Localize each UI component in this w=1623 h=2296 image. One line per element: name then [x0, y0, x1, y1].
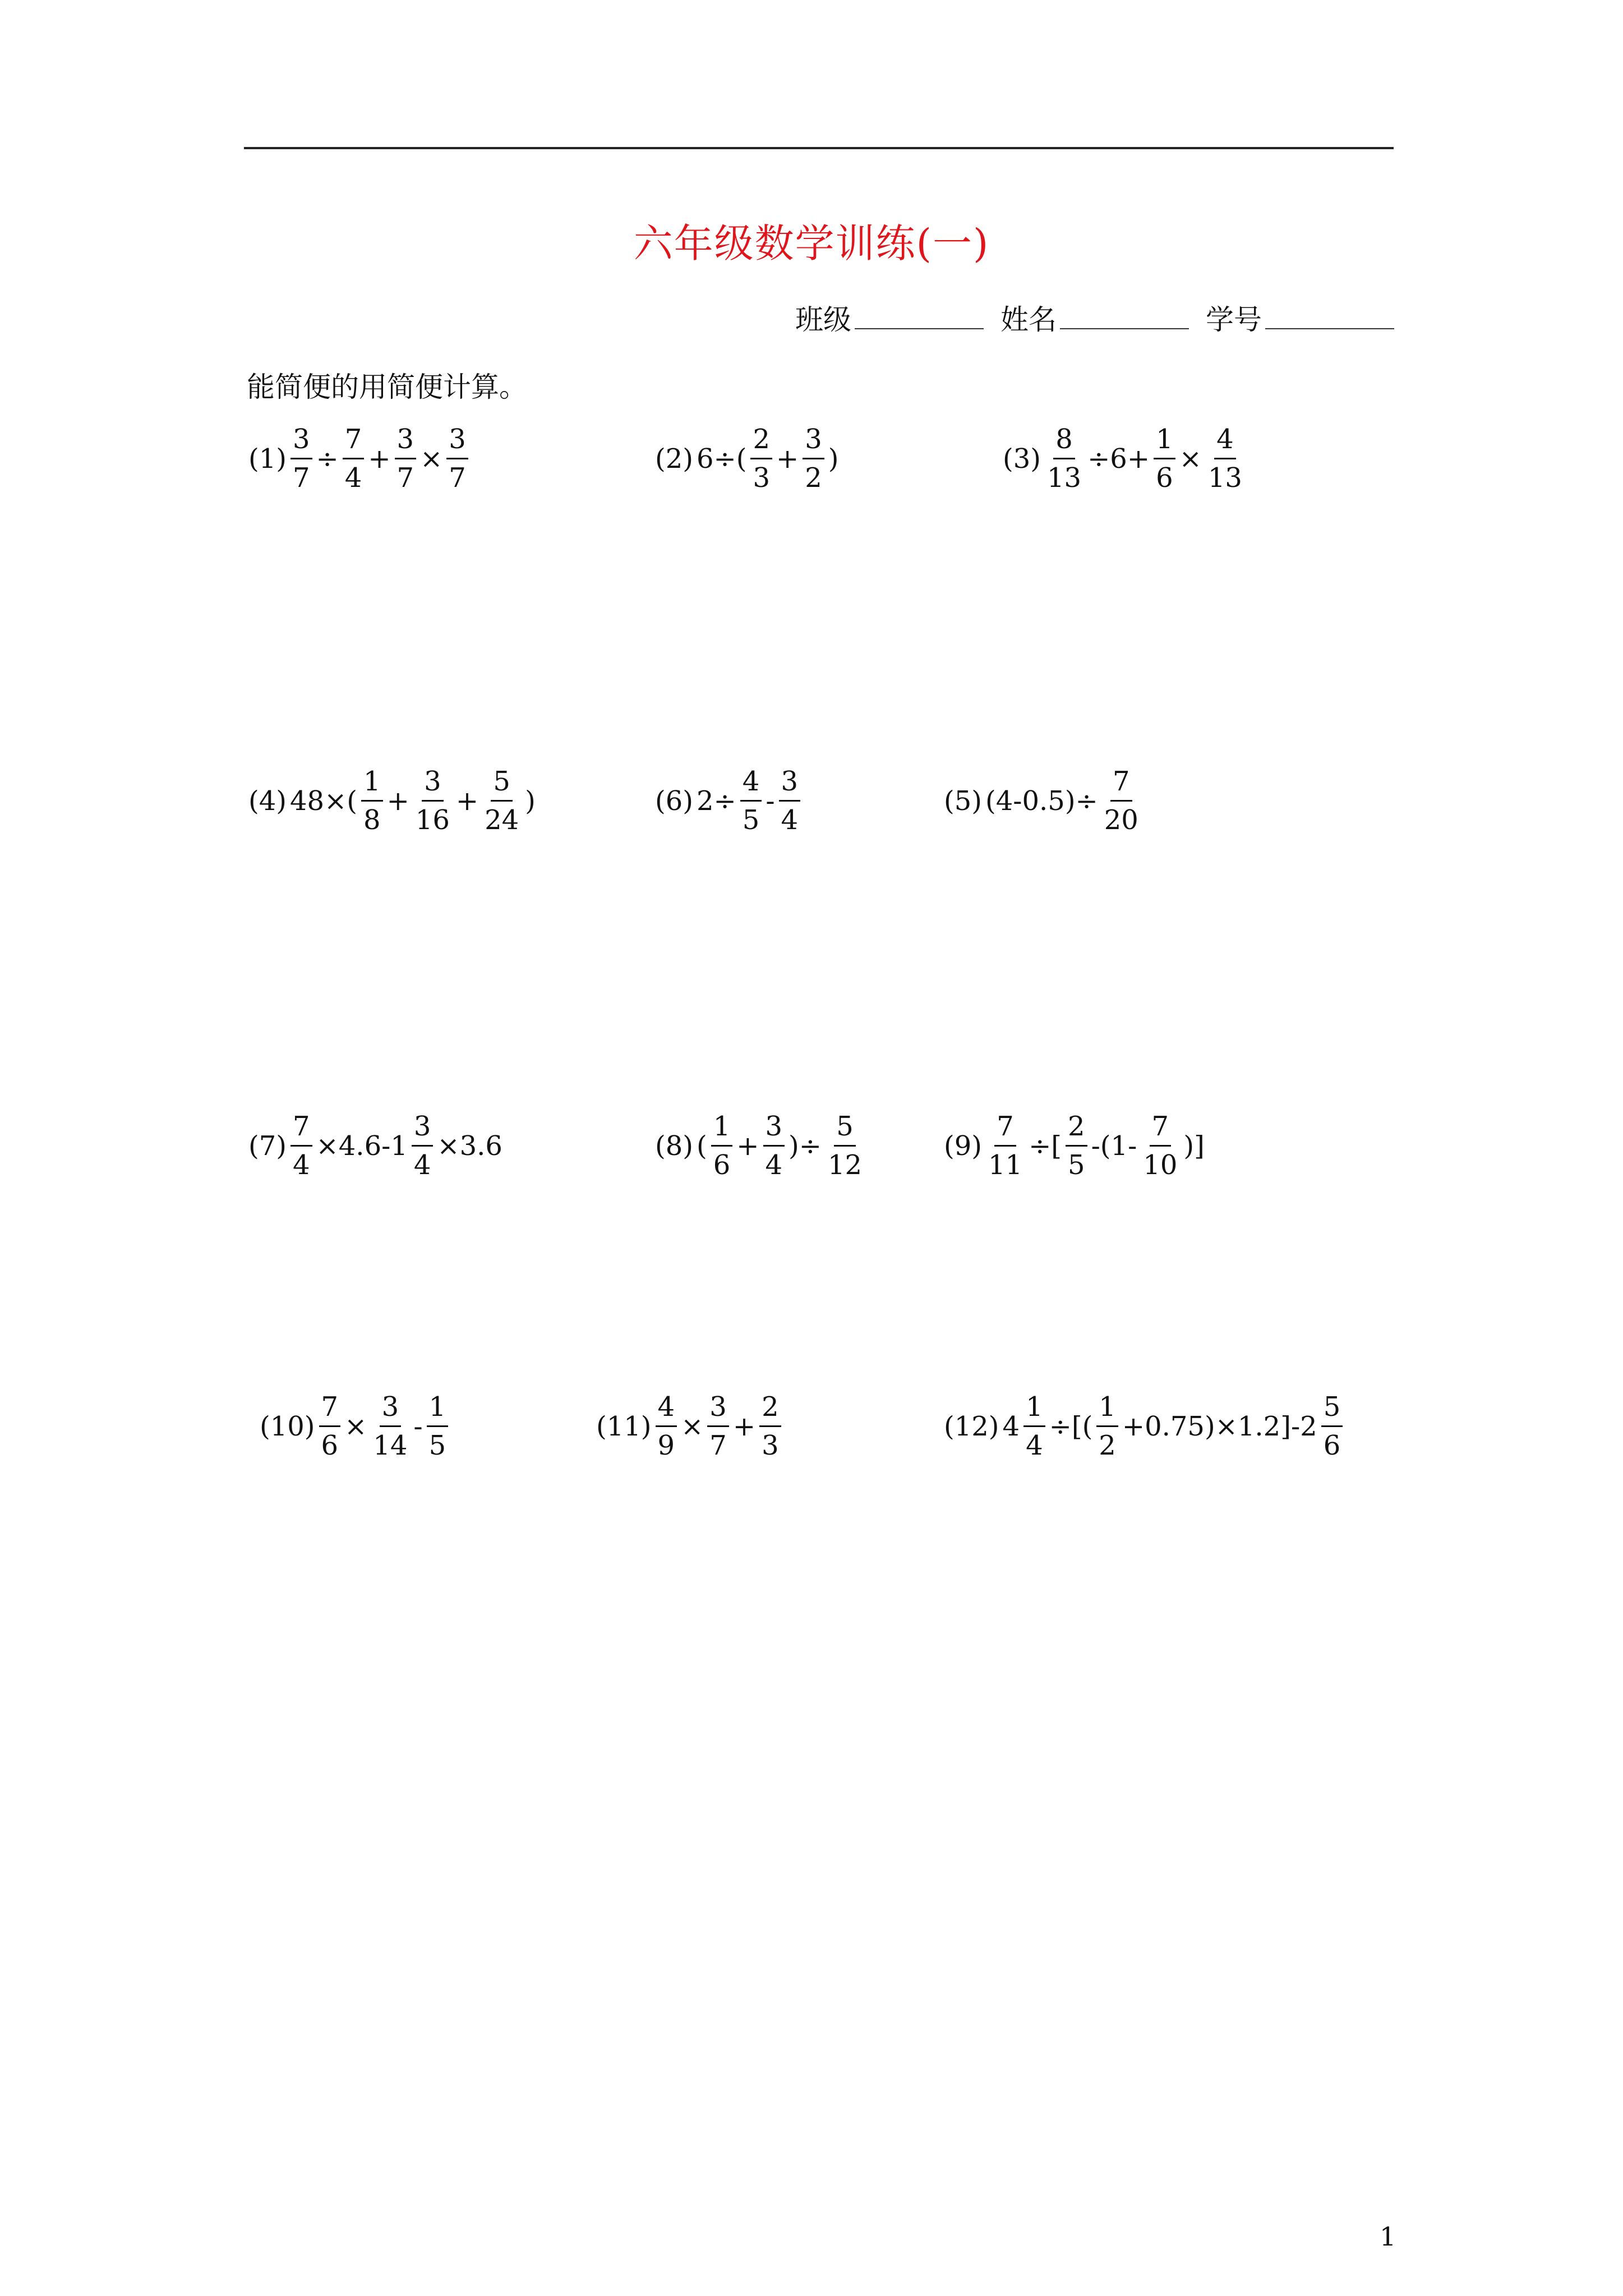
numerator: 1 — [1023, 1388, 1045, 1427]
student-number-blank[interactable] — [1265, 300, 1394, 329]
student-info-fields — [795, 297, 1394, 338]
problem-5 — [942, 763, 1143, 839]
numerator: 3 — [422, 763, 444, 802]
fraction — [1102, 763, 1141, 839]
problem-6 — [653, 763, 803, 839]
fraction — [291, 421, 312, 496]
numerator: 7 — [319, 1388, 341, 1427]
class-field — [795, 297, 984, 338]
operator-text: ) — [525, 785, 536, 817]
fraction — [291, 1108, 312, 1184]
denominator: 6 — [1323, 1430, 1341, 1461]
operator-text: ) — [828, 443, 839, 475]
fraction — [759, 1388, 781, 1464]
operator-text: + — [368, 443, 391, 475]
operator-text: + — [732, 1410, 756, 1442]
fraction — [656, 1388, 677, 1464]
numerator: 4 — [740, 763, 762, 802]
denominator: 9 — [657, 1430, 675, 1461]
fraction — [412, 1108, 434, 1184]
operator-text: ÷[ — [1029, 1130, 1062, 1162]
operator-text: - — [413, 1410, 423, 1442]
denominator: 3 — [762, 1430, 779, 1461]
instruction-text: 能简便的用简便计算。 — [247, 371, 527, 403]
fraction — [986, 1108, 1025, 1184]
numerator: 1 — [427, 1388, 449, 1427]
operator-text: + — [736, 1130, 759, 1162]
numerator: 7 — [1150, 1108, 1172, 1147]
operator-text: -(1- — [1091, 1130, 1137, 1162]
problem-3 — [1001, 421, 1247, 496]
denominator: 6 — [321, 1430, 339, 1461]
fraction — [1206, 421, 1244, 496]
numerator: 1 — [1096, 1388, 1118, 1427]
problem-8 — [653, 1108, 866, 1184]
problem-10 — [258, 1388, 450, 1464]
operator-text: 2÷ — [697, 785, 736, 817]
fraction — [1321, 1388, 1343, 1464]
problem-1 — [247, 421, 471, 496]
denominator: 7 — [709, 1430, 727, 1461]
fraction — [1096, 1388, 1118, 1464]
name-label: 姓名 — [1000, 303, 1057, 336]
operator-text: +0.75)×1.2]-2 — [1122, 1410, 1317, 1442]
denominator: 4 — [413, 1149, 431, 1181]
denominator: 4 — [344, 462, 362, 494]
denominator: 8 — [363, 804, 381, 836]
fraction — [1066, 1108, 1087, 1184]
operator-text: × — [681, 1410, 704, 1442]
numerator: 3 — [380, 1388, 402, 1427]
problem-label: (10) — [260, 1410, 315, 1442]
denominator: 16 — [415, 804, 450, 836]
numerator: 2 — [1066, 1108, 1087, 1147]
problem-11 — [594, 1388, 783, 1464]
denominator: 5 — [1068, 1149, 1085, 1181]
problem-label: (9) — [944, 1130, 982, 1162]
operator-text: 6÷( — [697, 443, 747, 475]
numerator: 4 — [1214, 421, 1236, 459]
operator-text: + — [386, 785, 409, 817]
numerator: 3 — [707, 1388, 729, 1427]
operator-text: ×3.6 — [437, 1130, 502, 1162]
problem-label: (12) — [944, 1410, 999, 1442]
operator-text: ÷6+ — [1087, 443, 1150, 475]
problem-2 — [653, 421, 841, 496]
denominator: 13 — [1047, 462, 1082, 494]
problem-label: (6) — [655, 785, 693, 817]
denominator: 11 — [988, 1149, 1023, 1181]
denominator: 7 — [449, 462, 466, 494]
numerator: 3 — [803, 421, 824, 459]
operator-text: 4 — [1002, 1410, 1020, 1442]
fraction — [779, 763, 801, 839]
problem-7 — [247, 1108, 504, 1184]
fraction — [750, 421, 772, 496]
problem-label: (11) — [596, 1410, 652, 1442]
operator-text: - — [766, 785, 775, 817]
numerator: 5 — [491, 763, 513, 802]
fraction — [343, 421, 365, 496]
numerator: 5 — [1321, 1388, 1343, 1427]
numerator: 3 — [779, 763, 801, 802]
numerator: 3 — [291, 421, 312, 459]
fraction — [1023, 1388, 1045, 1464]
numerator: 1 — [711, 1108, 733, 1147]
fraction — [711, 1108, 733, 1184]
operator-text: × — [420, 443, 443, 475]
denominator: 10 — [1143, 1149, 1178, 1181]
page-title: 六年级数学训练(一) — [633, 220, 990, 266]
denominator: 2 — [1099, 1430, 1116, 1461]
operator-text: ×4.6-1 — [316, 1130, 408, 1162]
problem-label: (8) — [655, 1130, 693, 1162]
denominator: 24 — [485, 804, 519, 836]
operator-text: ÷[( — [1049, 1410, 1093, 1442]
problem-9 — [942, 1108, 1206, 1184]
fraction — [1154, 421, 1175, 496]
problem-label: (3) — [1003, 443, 1041, 475]
student-number-label: 学号 — [1206, 303, 1262, 336]
problem-label: (1) — [248, 443, 287, 475]
fraction — [826, 1108, 864, 1184]
fraction — [319, 1388, 341, 1464]
denominator: 6 — [1156, 462, 1173, 494]
denominator: 4 — [781, 804, 799, 836]
denominator: 4 — [1026, 1430, 1043, 1461]
fraction — [1045, 421, 1083, 496]
fraction — [427, 1388, 449, 1464]
problem-label: (5) — [944, 785, 982, 817]
fraction — [1141, 1108, 1179, 1184]
numerator: 7 — [343, 421, 365, 459]
denominator: 14 — [373, 1430, 408, 1461]
fraction — [740, 763, 762, 839]
denominator: 4 — [293, 1149, 310, 1181]
denominator: 4 — [765, 1149, 783, 1181]
class-blank[interactable] — [855, 300, 984, 329]
problem-label: (2) — [655, 443, 693, 475]
problem-label: (4) — [248, 785, 287, 817]
operator-text: )÷ — [789, 1130, 822, 1162]
operator-text: + — [776, 443, 799, 475]
fraction — [361, 763, 383, 839]
operator-text: × — [344, 1410, 367, 1442]
operator-text: + — [455, 785, 479, 817]
page-number: 1 — [1380, 2221, 1396, 2252]
name-blank[interactable] — [1060, 300, 1189, 329]
operator-text: ÷ — [316, 443, 339, 475]
denominator: 6 — [713, 1149, 731, 1181]
name-field — [1000, 297, 1189, 338]
operator-text: (4-0.5)÷ — [985, 785, 1098, 817]
class-label: 班级 — [795, 303, 851, 336]
fraction — [413, 763, 452, 839]
problem-12 — [942, 1388, 1345, 1464]
numerator: 7 — [1110, 763, 1132, 802]
header-rule — [244, 147, 1394, 149]
numerator: 4 — [656, 1388, 677, 1427]
numerator: 3 — [395, 421, 417, 459]
denominator: 7 — [396, 462, 414, 494]
fraction — [371, 1388, 409, 1464]
numerator: 1 — [361, 763, 383, 802]
fraction — [395, 421, 417, 496]
problem-4 — [247, 763, 537, 839]
denominator: 2 — [805, 462, 822, 494]
fraction — [482, 763, 521, 839]
numerator: 8 — [1053, 421, 1075, 459]
numerator: 2 — [759, 1388, 781, 1427]
fraction — [707, 1388, 729, 1464]
numerator: 5 — [834, 1108, 856, 1147]
student-number-field — [1206, 297, 1394, 338]
fraction — [446, 421, 468, 496]
denominator: 5 — [742, 804, 760, 836]
denominator: 12 — [828, 1149, 863, 1181]
numerator: 7 — [291, 1108, 312, 1147]
denominator: 20 — [1104, 804, 1138, 836]
numerator: 3 — [446, 421, 468, 459]
numerator: 7 — [994, 1108, 1016, 1147]
denominator: 13 — [1207, 462, 1242, 494]
numerator: 3 — [763, 1108, 785, 1147]
numerator: 3 — [412, 1108, 434, 1147]
denominator: 5 — [428, 1430, 446, 1461]
operator-text: ( — [697, 1130, 707, 1162]
operator-text: 48×( — [290, 785, 358, 817]
fraction — [803, 421, 824, 496]
fraction — [763, 1108, 785, 1184]
numerator: 2 — [750, 421, 772, 459]
problem-label: (7) — [248, 1130, 287, 1162]
operator-text: )] — [1183, 1130, 1205, 1162]
denominator: 7 — [293, 462, 310, 494]
denominator: 3 — [753, 462, 771, 494]
operator-text: × — [1179, 443, 1202, 475]
numerator: 1 — [1154, 421, 1175, 459]
